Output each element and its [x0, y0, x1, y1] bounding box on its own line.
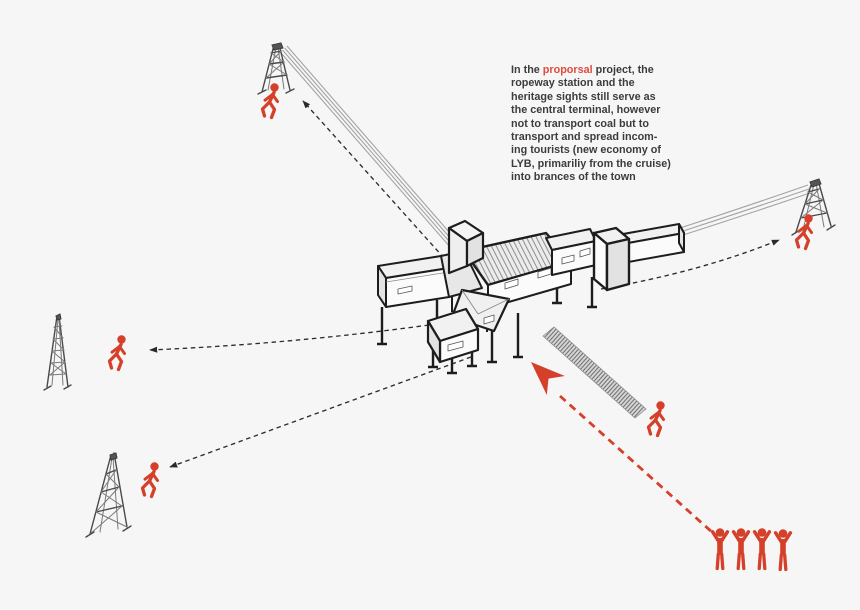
ropeway-station-drawing: [377, 221, 684, 373]
pylon-bottom-left: [86, 453, 131, 537]
route-arrow-to-upper-left: [303, 101, 444, 258]
station-bottom-gallery: [428, 309, 478, 362]
annotation-line: into brances of the town: [511, 171, 636, 184]
walker-left-middle: [110, 335, 126, 369]
annotation-line: ropeway station and the: [511, 77, 635, 90]
route-arrow-to-lower-left: [170, 357, 471, 467]
station-portal-tower: [594, 228, 629, 290]
station-right-box: [546, 229, 596, 275]
cheering-person-3: [755, 528, 770, 568]
ropeway-cables-right: [677, 185, 810, 237]
highlighted-word: proporsal: [542, 64, 593, 76]
route-arrow-to-left: [150, 325, 429, 350]
cheering-person-2: [734, 528, 749, 568]
red-arrowhead: [531, 362, 565, 395]
annotation-line: ing tourists (new economy of: [511, 144, 661, 157]
walker-near-ramp: [649, 401, 665, 435]
hatched-ramp: [543, 327, 646, 418]
annotation-line: LYB, primariliy from the cruise): [511, 157, 671, 170]
pylon-right: [792, 179, 835, 235]
cheering-person-1: [713, 528, 728, 568]
station-left-gallery: [378, 256, 449, 307]
annotation-line: transport and spread incom-: [511, 131, 658, 144]
annotation-line: not to transport coal but to: [511, 117, 649, 130]
cheering-crowd: [713, 528, 791, 569]
annotation-line: the central terminal, however: [511, 104, 661, 117]
walker-top-left: [263, 83, 279, 117]
cheering-person-4: [776, 529, 791, 569]
pylon-left-middle: [44, 314, 71, 390]
ropeway-cables-left: [280, 46, 456, 246]
annotation-line: In the proporsal project, the: [511, 64, 654, 76]
annotation-line: heritage sights still serve as: [511, 90, 656, 103]
walker-bottom-left: [143, 462, 159, 496]
annotation-text: [511, 64, 681, 185]
walker-right: [797, 214, 813, 248]
